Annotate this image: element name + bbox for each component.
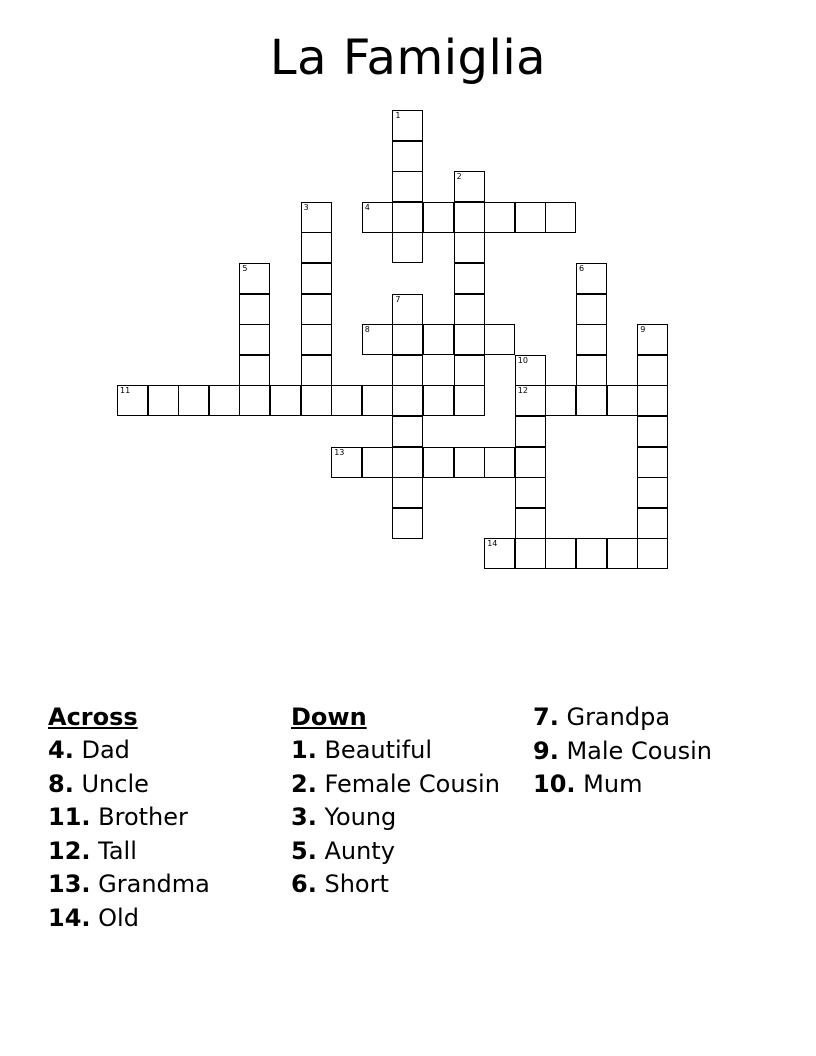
grid-cell[interactable] [454,447,485,478]
grid-cell[interactable] [454,294,485,325]
grid-cell[interactable] [545,202,576,233]
grid-cell[interactable] [576,294,607,325]
clue-text: Brother [98,803,188,831]
down-clues [291,703,516,904]
clue-item [48,837,273,866]
grid-cell[interactable] [239,263,270,294]
clue-text: Beautiful [324,736,433,764]
clue-text: Grandpa [566,703,671,731]
clue-number: 6. [291,870,317,898]
grid-cell[interactable] [392,110,423,141]
grid-cell[interactable] [637,447,668,478]
grid-cell[interactable] [423,447,454,478]
clue-item [48,770,273,799]
grid-cell[interactable] [515,538,546,569]
grid-cell[interactable] [423,385,454,416]
grid-cell[interactable] [576,538,607,569]
clue-item [291,736,516,765]
grid-cell[interactable] [392,355,423,386]
grid-cell[interactable] [576,355,607,386]
cell-number: 14 [487,539,498,549]
grid-cell[interactable] [239,294,270,325]
grid-cell[interactable] [423,324,454,355]
clue-number: 4. [48,736,74,764]
clue-item [533,770,773,799]
grid-cell[interactable] [117,385,148,416]
cell-number: 7 [395,294,401,304]
grid-cell[interactable] [545,385,576,416]
cell-number: 3 [303,202,309,212]
grid-cell[interactable] [637,355,668,386]
grid-cell[interactable] [392,416,423,447]
clue-number: 1. [291,736,317,764]
grid-cell[interactable] [637,477,668,508]
clue-text: Tall [98,836,137,865]
grid-cell[interactable] [454,355,485,386]
grid-cell[interactable] [484,202,515,233]
grid-cell[interactable] [301,355,332,386]
clue-item [48,803,273,832]
grid-cell[interactable] [392,294,423,325]
grid-cell[interactable] [301,294,332,325]
cell-number: 12 [517,386,528,396]
grid-cell[interactable] [239,385,270,416]
clue-text: Mum [583,770,643,798]
page-title: La Famiglia [269,30,547,86]
across-clues [48,703,273,937]
grid-cell[interactable] [392,232,423,263]
clue-text: Short [324,870,389,898]
grid-cell[interactable] [148,385,179,416]
clue-number: 13. [48,870,91,898]
clue-number: 10. [533,770,576,798]
grid-cell[interactable] [515,202,546,233]
grid-cell[interactable] [454,171,485,202]
cell-number: 10 [517,355,528,365]
grid-cell[interactable] [239,324,270,355]
grid-cell[interactable] [454,232,485,263]
clue-text: Aunty [324,836,395,865]
grid-cell[interactable] [239,355,270,386]
clue-text: Grandma [98,870,210,898]
grid-cell[interactable] [301,324,332,355]
grid-cell[interactable] [576,385,607,416]
grid-cell[interactable] [454,263,485,294]
grid-cell[interactable] [301,202,332,233]
grid-cell[interactable] [576,324,607,355]
grid-cell[interactable] [331,385,362,416]
clue-number: 2. [291,769,317,798]
grid-cell[interactable] [362,202,393,233]
clue-item [533,703,773,732]
grid-cell[interactable] [362,385,393,416]
grid-cell[interactable] [515,447,546,478]
grid-cell[interactable] [637,385,668,416]
clue-text: Female Cousin [324,769,500,798]
grid-cell[interactable] [270,385,301,416]
cell-number: 1 [395,111,401,120]
grid-cell[interactable] [545,538,576,569]
grid-cell[interactable] [331,447,362,478]
grid-cell[interactable] [178,385,209,416]
grid-cell[interactable] [392,508,423,539]
grid-cell[interactable] [515,477,546,508]
grid-cell[interactable] [484,447,515,478]
cell-number: 6 [579,264,585,273]
clue-number: 3. [291,803,317,831]
clue-number: 12. [48,836,91,865]
grid-cell[interactable] [392,385,423,416]
down-heading: Down [291,703,367,731]
clue-item [291,870,516,899]
clue-item [291,803,516,832]
clue-number: 9. [533,736,559,765]
clue-text: Young [324,803,397,831]
grid-cell[interactable] [515,508,546,539]
clue-text: Uncle [81,769,149,798]
grid-cell[interactable] [392,324,423,355]
grid-cell[interactable] [576,263,607,294]
grid-cell[interactable] [637,538,668,569]
cell-number: 4 [364,202,370,212]
grid-cell[interactable] [392,171,423,202]
grid-cell[interactable] [607,385,638,416]
cell-number: 2 [456,172,462,182]
cell-number: 13 [334,447,345,457]
clue-item [48,870,273,899]
cell-number: 11 [120,386,131,396]
clue-item [48,736,273,765]
cell-number: 9 [640,325,646,335]
clue-item [48,904,273,933]
grid-cell[interactable] [392,141,423,172]
grid-cell[interactable] [209,385,240,416]
cell-number: 5 [242,264,248,273]
grid-cell[interactable] [607,538,638,569]
grid-cell[interactable] [454,202,485,233]
clue-number: 8. [48,769,74,798]
grid-cell[interactable] [637,508,668,539]
clue-number: 14. [48,903,91,932]
grid-cell[interactable] [392,202,423,233]
grid-cell[interactable] [637,416,668,447]
grid-cell[interactable] [392,477,423,508]
grid-cell[interactable] [301,385,332,416]
clue-item [291,770,516,799]
clue-text: Old [98,903,139,932]
grid-cell[interactable] [301,263,332,294]
clue-number: 7. [533,703,559,731]
grid-cell[interactable] [454,324,485,355]
grid-cell[interactable] [392,447,423,478]
down-clues-continued [533,703,773,804]
clue-text: Dad [81,736,130,764]
clue-item [533,737,773,766]
across-heading: Across [48,703,138,731]
clue-text: Male Cousin [566,736,712,765]
grid-cell[interactable] [362,324,393,355]
grid-cell[interactable] [484,538,515,569]
clue-number: 5. [291,836,317,865]
clue-item [291,837,516,866]
clue-number: 11. [48,803,91,831]
grid-cell[interactable] [637,324,668,355]
grid-cell[interactable] [515,416,546,447]
grid-cell[interactable] [484,324,515,355]
cell-number: 8 [364,325,370,335]
grid-cell[interactable] [515,355,546,386]
grid-cell[interactable] [515,385,546,416]
grid-cell[interactable] [362,447,393,478]
grid-cell[interactable] [301,232,332,263]
grid-cell[interactable] [454,385,485,416]
grid-cell[interactable] [423,202,454,233]
